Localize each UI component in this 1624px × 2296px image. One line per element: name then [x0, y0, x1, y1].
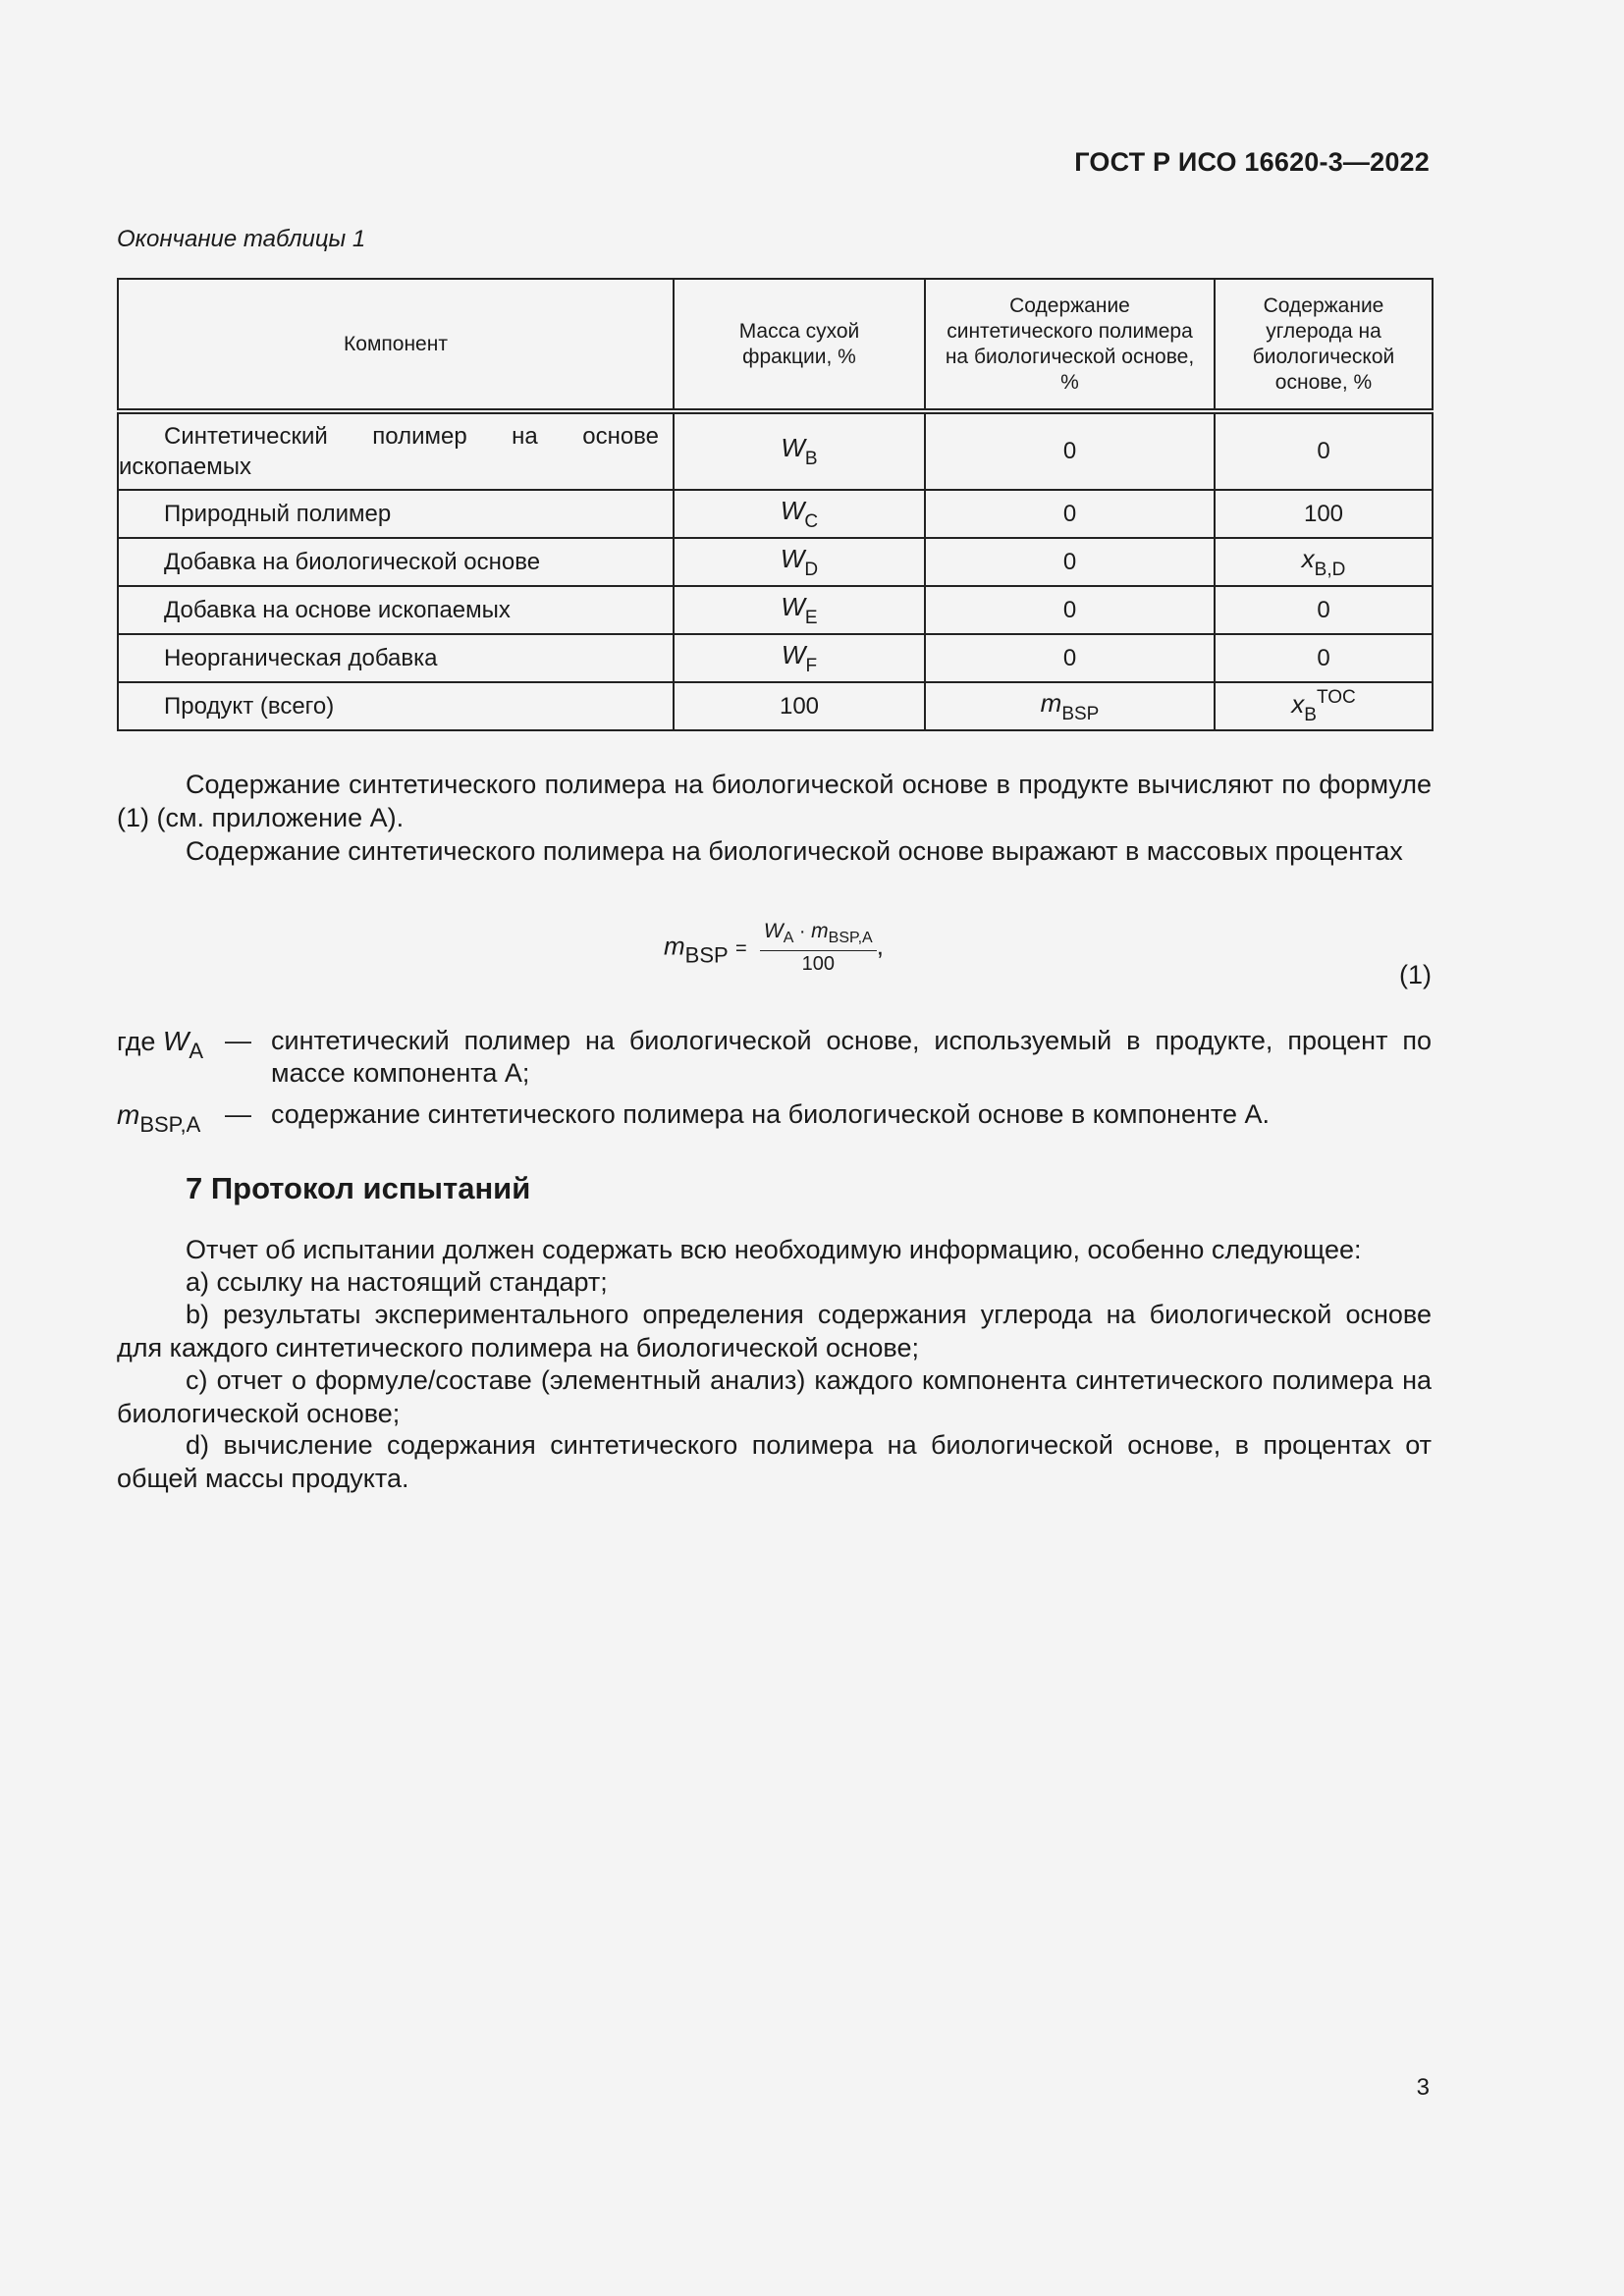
- bsp-cell: 0: [925, 634, 1215, 682]
- formula-number: (1): [1399, 960, 1432, 989]
- list-item: a) ссылку на настоящий стандарт;: [186, 1267, 608, 1297]
- table-row: [118, 682, 1433, 730]
- mass-cell: $W_D$: [674, 538, 925, 586]
- column-header: Компонент: [118, 279, 674, 411]
- list-item: c) отчет о формуле/составе (элементный анализ) каждого компонента синтетического полимера на биологической основе;: [117, 1365, 1432, 1428]
- component-cell: Добавка на основе ископаемых: [118, 586, 674, 634]
- column-header: Масса сухой фракции, %: [674, 279, 925, 411]
- component-cell: Синтетический полимер на основе ископаемых: [118, 411, 674, 490]
- paragraph-formula-ref: Содержание синтетического полимера на биологической основе в продукте вычисляют по формуле (1) (см. приложение А).: [117, 770, 1432, 832]
- table-row: [118, 538, 1433, 586]
- bsp-cell: 0: [925, 538, 1215, 586]
- carbon-cell: $x_{B,D}$: [1215, 538, 1433, 586]
- table-row: [118, 586, 1433, 634]
- component-cell: Неорганическая добавка: [118, 634, 674, 682]
- carbon-cell: $x_B^{TOC}$: [1215, 682, 1433, 730]
- where-description: содержание синтетического полимера на биологической основе в компоненте А.: [271, 1099, 1271, 1129]
- where-item: где $W_A$ — синтетический полимер на биологической основе, используемый в продукте, процент по массе компонента А;: [117, 1026, 1432, 1088]
- carbon-cell: 100: [1215, 490, 1433, 538]
- bsp-cell: 0: [925, 586, 1215, 634]
- component-cell: Природный полимер: [118, 490, 674, 538]
- table-row: [118, 634, 1433, 682]
- mass-cell: $W_F$: [674, 634, 925, 682]
- formula: $m_{BSP}$ = $\frac{W_A \cdot m_{BSP,A}}{100}$ ,: [664, 920, 884, 975]
- mass-cell: $W_E$: [674, 586, 925, 634]
- mass-cell: 100: [674, 682, 925, 730]
- list-item: d) вычисление содержания синтетического полимера на биологической основе, в процентах от общей массы продукта.: [117, 1430, 1432, 1493]
- table-header-row: [118, 279, 1433, 411]
- list-item: b) результаты экспериментального определения содержания углерода на биологической основе для каждого синтетического полимера на биологической основе;: [117, 1300, 1432, 1362]
- mass-cell: $W_C$: [674, 490, 925, 538]
- column-header: Содержание углерода на биологической основе, %: [1215, 279, 1433, 411]
- formula-fraction: $\frac{W_A \cdot m_{BSP,A}}{100}$: [760, 920, 877, 976]
- table-caption: Окончание таблицы 1: [117, 226, 366, 252]
- where-term: $m_{BSP,A}$: [117, 1099, 201, 1137]
- components-table: [117, 278, 1434, 731]
- bsp-cell: 0: [925, 490, 1215, 538]
- column-header: Содержание синтетического полимера на биологической основе, %: [925, 279, 1215, 411]
- where-item: $m_{BSP,A}$ — содержание синтетического полимера на биологической основе в компоненте А.: [117, 1098, 1432, 1134]
- where-description: синтетический полимер на биологической основе, используемый в продукте, процент по массе компонента А;: [271, 1026, 1432, 1088]
- bsp-cell: $m_{BSP}$: [925, 682, 1215, 730]
- paragraph-mass-percent: Содержание синтетического полимера на биологической основе выражают в массовых процентах: [186, 836, 1403, 866]
- section-heading: 7 Протокол испытаний: [186, 1171, 531, 1205]
- table-row: [118, 490, 1433, 538]
- carbon-cell: 0: [1215, 634, 1433, 682]
- page-number: 3: [1416, 2074, 1430, 2101]
- carbon-cell: 0: [1215, 586, 1433, 634]
- mass-cell: $W_B$: [674, 411, 925, 490]
- standard-code: ГОСТ Р ИСО 16620-3—2022: [1074, 147, 1430, 177]
- carbon-cell: 0: [1215, 411, 1433, 490]
- where-term: где $W_A$: [117, 1026, 204, 1063]
- component-cell: Добавка на биологической основе: [118, 538, 674, 586]
- component-cell: Продукт (всего): [118, 682, 674, 730]
- bsp-cell: 0: [925, 411, 1215, 490]
- section-intro: Отчет об испытании должен содержать всю необходимую информацию, особенно следующее:: [186, 1235, 1362, 1264]
- table-row: [118, 411, 1433, 490]
